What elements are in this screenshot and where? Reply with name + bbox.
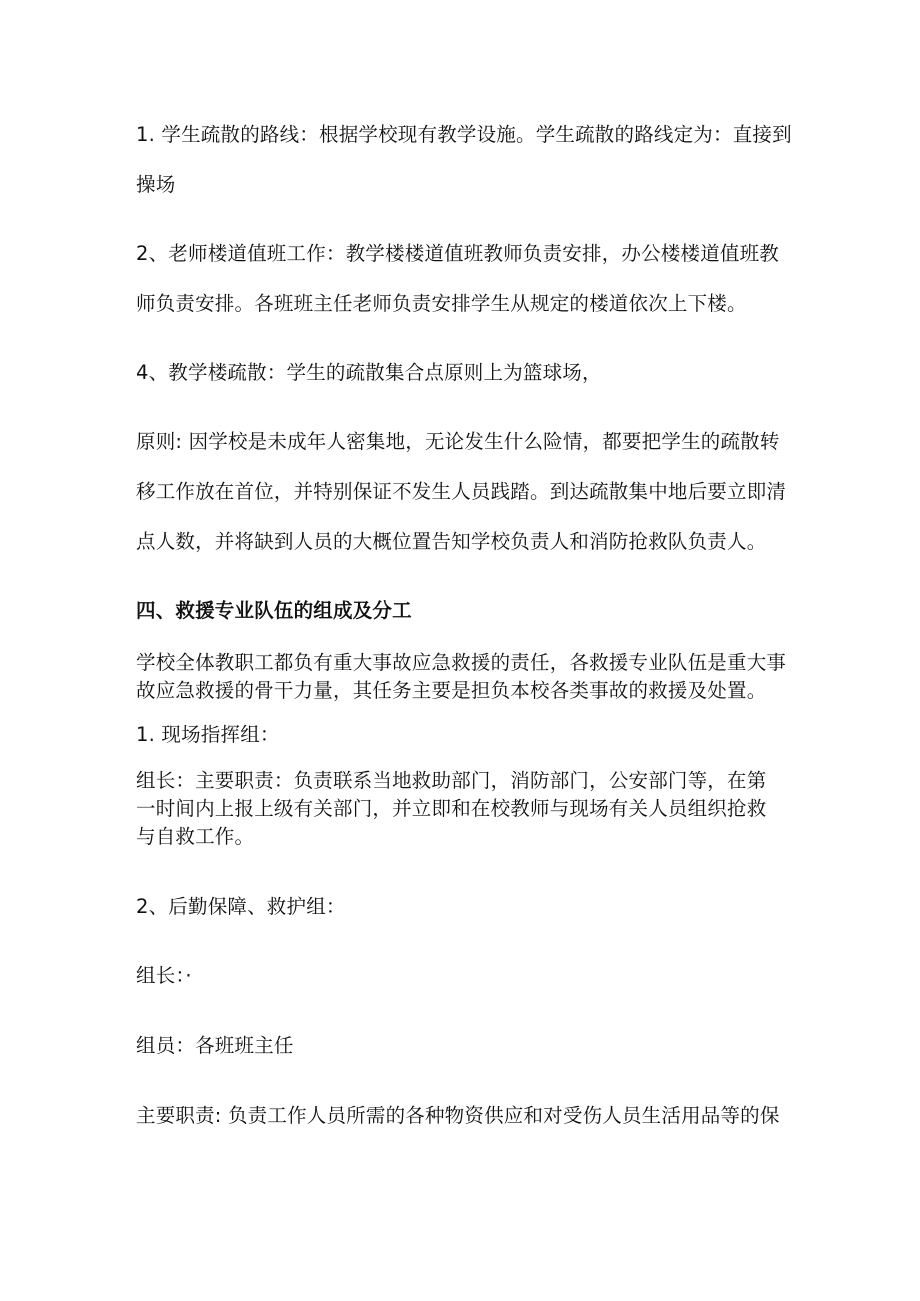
paragraph-line: 师负责安排。各班班主任老师负责安排学生从规定的楼道依次上下楼。	[136, 292, 747, 315]
paragraph-line: 与自救工作。	[136, 825, 255, 848]
paragraph-line: 组员：各班班主任	[136, 1034, 294, 1057]
paragraph-line: 4、教学楼疏散：学生的疏散集合点原则上为篮球场，	[136, 361, 602, 384]
paragraph-line: 学校全体教职工都负有重大事故应急救援的责任，各救援专业队伍是重大事	[136, 651, 787, 674]
section-heading: 四、救援专业队伍的组成及分工	[136, 599, 412, 622]
paragraph-line: 主要职责: 负责工作人员所需的各种物资供应和对受伤人员生活用品等的保	[136, 1104, 780, 1127]
paragraph-line: 原则: 因学校是未成年人密集地，无论发生什么险情，都要把学生的疏散转	[136, 430, 780, 453]
paragraph-line: 点人数，并将缺到人员的大概位置告知学校负责人和消防抢救队负责人。	[136, 530, 767, 553]
paragraph-line: 一时间内上报上级有关部门，并立即和在校教师与现场有关人员组织抢救	[136, 797, 767, 820]
paragraph-line: 1. 现场指挥组：	[136, 723, 280, 746]
paragraph-line: 组长：·	[136, 964, 192, 987]
paragraph-line: 1. 学生疏散的路线：根据学校现有教学设施。学生疏散的路线定为：直接到	[136, 123, 792, 146]
paragraph-line: 2、后勤保障、救护组：	[136, 895, 346, 918]
paragraph-line: 操场	[136, 173, 176, 196]
paragraph-line: 组长：主要职责：负责联系当地救助部门，消防部门，公安部门等，在第	[136, 769, 767, 792]
paragraph-line: 2、老师楼道值班工作：教学楼楼道值班教师负责安排，办公楼楼道值班教	[136, 242, 780, 265]
paragraph-line: 故应急救援的骨干力量，其任务主要是担负本校各类事故的救援及处置。	[136, 679, 767, 702]
paragraph-line: 移工作放在首位，并特别保证不发生人员践踏。到达疏散集中地后要立即清	[136, 480, 787, 503]
